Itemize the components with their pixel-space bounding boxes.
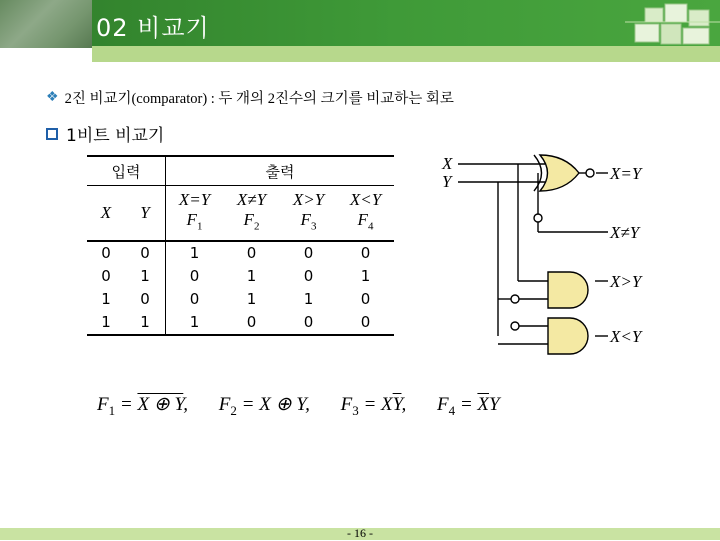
f3-sym: F [300, 209, 311, 229]
f2-sub: 2 [253, 220, 260, 233]
table-header-f3 [280, 186, 337, 242]
table-cell: 1 [246, 267, 257, 285]
header-bar [0, 0, 720, 48]
table-cell: 1 [87, 311, 125, 335]
eq-f1-label: F [97, 394, 109, 415]
f1-expr: X=Y [178, 189, 211, 209]
table-cell: 0 [125, 241, 166, 265]
circuit-wires [458, 164, 608, 344]
diamond-bullet-icon: ❖ [46, 90, 59, 105]
table-cell: 0 [223, 311, 280, 335]
header-subbar [92, 46, 720, 62]
circuit-input-x: X [442, 154, 453, 173]
f3-expr: X>Y [292, 189, 325, 209]
table-cell: 1 [166, 311, 224, 335]
table-cell: 0 [360, 290, 371, 308]
table-row [87, 288, 394, 311]
truth-table [87, 155, 394, 336]
bullet-comparator-definition [46, 87, 454, 108]
table-cell: 0 [101, 267, 111, 285]
circuit-input-y: Y [442, 172, 452, 191]
f4-sub: 4 [367, 220, 374, 233]
table-cell: 0 [125, 288, 166, 311]
table-cell: 0 [246, 244, 257, 262]
eq-f1-rhs: X ⊕ Y [137, 394, 184, 415]
f4-expr: X<Y [349, 189, 382, 209]
page-number: - 16 - [347, 526, 373, 540]
table-cell: 0 [280, 311, 337, 335]
table-cell: 0 [189, 267, 200, 285]
page-title: 02 비교기 [96, 14, 210, 42]
table-cell: 0 [101, 244, 111, 262]
comparator-circuit-diagram [430, 150, 670, 370]
eq-f3-rhs-b: $\overline{Y}$ [392, 394, 402, 415]
bullet-comparator-text: 2진 비교기(comparator) : 두 개의 2진수의 크기를 비교하는 회로 [64, 91, 454, 107]
circuit-board-graphic [625, 0, 720, 48]
f3-sub: 3 [310, 220, 317, 233]
eq-f3-rhs-a: X [381, 394, 393, 415]
header-keyboard-image [0, 0, 92, 48]
table-header-x: X [87, 186, 125, 242]
eq-f2-sub: 2 [230, 402, 237, 418]
eq-f3-label: F [340, 394, 353, 415]
table-cell: 0 [337, 311, 394, 335]
eq-f2-rhs: X ⊕ Y [259, 394, 306, 415]
circuit-output-eq: X=Y [610, 164, 642, 183]
circuit-output-ne: X≠Y [610, 223, 640, 242]
eq-f4-label: F [436, 394, 449, 415]
f1-sub: 1 [196, 220, 203, 233]
table-cell: 0 [303, 267, 314, 285]
bullet-1bit-text: 1비트 비교기 [66, 126, 165, 146]
table-cell: 0 [189, 290, 200, 308]
table-row [87, 241, 394, 265]
eq-f4-sub: 4 [448, 402, 456, 418]
square-bullet-icon [46, 128, 58, 140]
circuit-output-gt: X>Y [610, 272, 642, 291]
circuit-output-lt: X<Y [610, 327, 642, 346]
table-cell: 1 [125, 311, 166, 335]
table-cell: 1 [360, 267, 371, 285]
table-header-f1 [166, 186, 224, 242]
table-cell: 1 [189, 244, 200, 262]
f1-sym: F [186, 209, 197, 229]
table-header-f2 [223, 186, 280, 242]
table-cell: 1 [303, 290, 314, 308]
table-header-y: Y [125, 186, 166, 242]
f4-sym: F [357, 209, 368, 229]
and-gate-lt-icon [548, 318, 588, 354]
table-row [87, 265, 394, 288]
table-header-f4 [337, 186, 394, 242]
table-cell: 1 [101, 290, 111, 308]
inverter-bubble-icon [534, 214, 542, 222]
table-row [87, 311, 394, 335]
bullet-1bit-comparator [46, 121, 164, 146]
eq-f4-rhs-a: $\overline{X}$ [477, 394, 490, 415]
and-gate-gt-icon [548, 272, 588, 308]
table-cell: 1 [246, 290, 257, 308]
table-group-output: 출력 [166, 156, 395, 186]
xnor-gate-icon [540, 155, 579, 191]
boolean-equations: $F_1 = X$ ⊕ Y, $F_2 = X$ ⊕ Y, $F_3 = X\overline{Y}$, $F_4 = \overline{X}Y$ [97, 394, 500, 418]
f2-expr: X≠Y [236, 189, 267, 209]
eq-f1-sub: 1 [108, 402, 116, 418]
eq-f4-rhs-b: Y [489, 394, 500, 415]
table-cell: 0 [360, 244, 371, 262]
table-cell: 1 [125, 265, 166, 288]
f2-sym: F [243, 209, 254, 229]
table-cell: 0 [303, 244, 314, 262]
eq-f2-label: F [218, 394, 231, 415]
eq-f3-sub: 3 [352, 402, 359, 418]
table-group-input: 입력 [87, 156, 166, 186]
